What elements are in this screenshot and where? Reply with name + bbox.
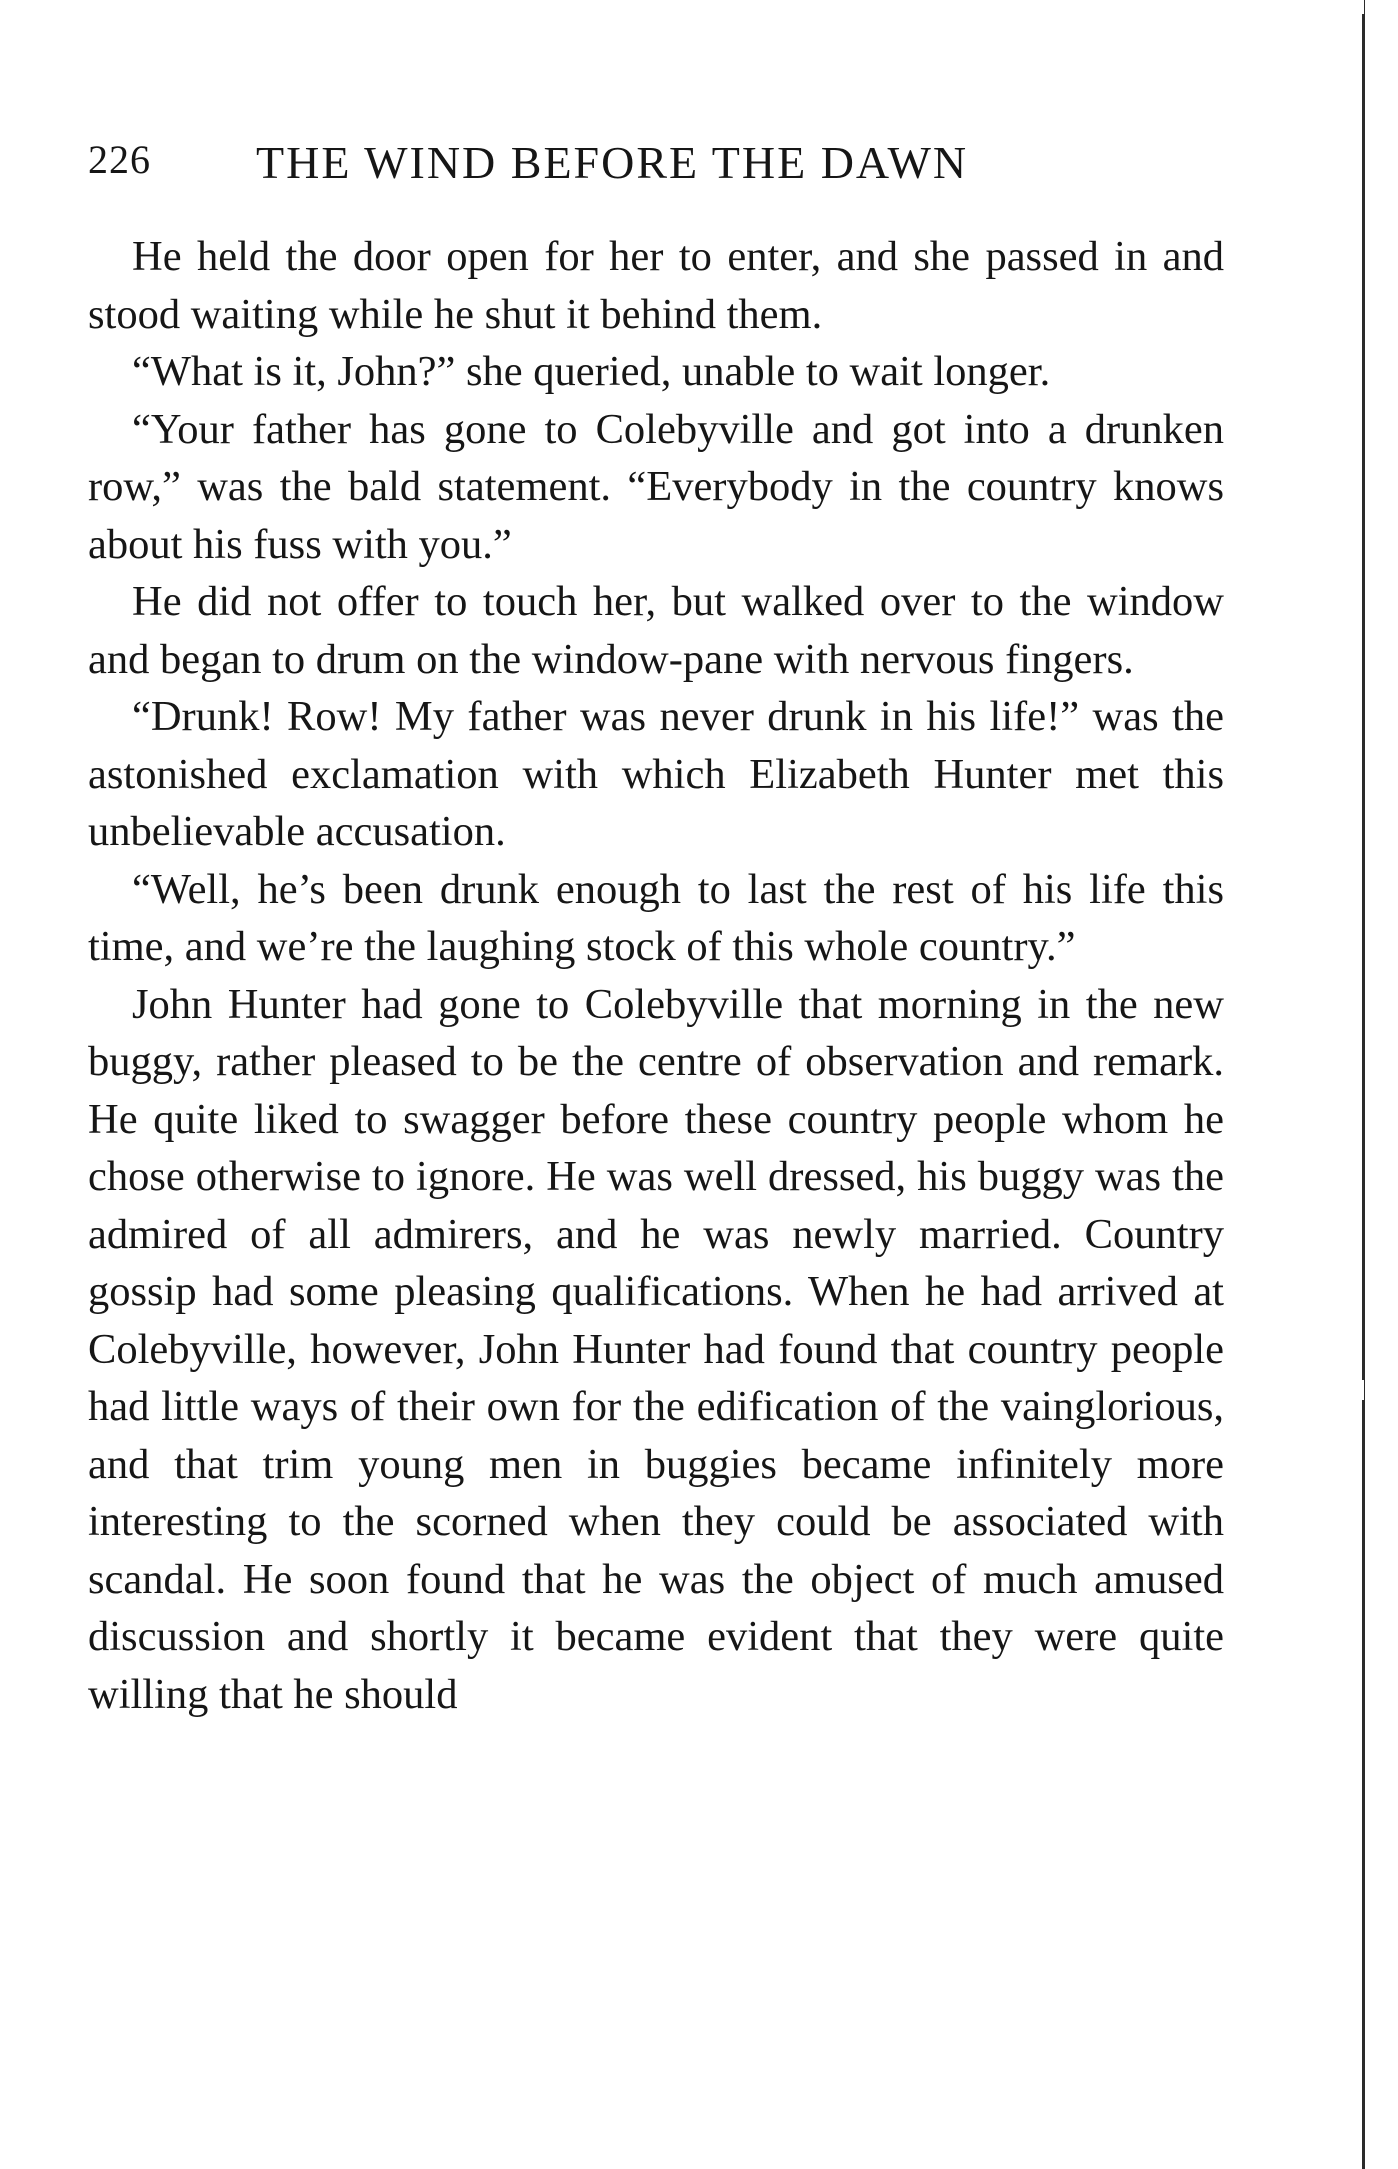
- paragraph: “Well, he’s been drunk enough to last the rest of his life this time, and we’re the laughing stock of this whole country.”: [88, 865, 1224, 970]
- page-edge-gap: [1358, 0, 1364, 14]
- paragraph: “What is it, John?” she queried, unable to wait longer.: [132, 348, 1051, 395]
- page-edge-gap: [1358, 1380, 1364, 1400]
- running-title: THE WIND BEFORE THE DAWN: [256, 137, 969, 188]
- paragraph: He held the door open for her to enter, and she passed in and stood waiting while he shut it behind them.: [88, 233, 1224, 338]
- body-text: [88, 228, 1224, 1723]
- paragraph: “Drunk! Row! My father was never drunk in his life!” was the astonished exclamation with which Elizabeth Hunter met this unbelievable accusation.: [88, 693, 1224, 855]
- paragraph: John Hunter had gone to Colebyville that morning in the new buggy, rather pleased to be the centre of observation and remark. He quite liked to swagger before these country people whom he chose otherwise to ignore. He was well dressed, his buggy was the admired of all admirers, and he was newly married. Country gossip had some pleasing qualifications. When he had arrived at Colebyville, however, John Hunter had found that country people had little ways of their own for the edification of the vainglorious, and that trim young men in buggies became infinitely more interesting to the scorned when they could be associated with scandal. He soon found that he was the object of much amused discussion and shortly it became evident that they were quite willing that he should: [88, 980, 1224, 1718]
- page-edge-line: [1362, 0, 1365, 2169]
- page-number: 226: [88, 137, 151, 182]
- paragraph: He did not offer to touch her, but walked over to the window and began to drum on the window-pane with nervous fingers.: [88, 578, 1224, 683]
- page-header: [88, 136, 1228, 196]
- paragraph: “Your father has gone to Colebyville and got into a drunken row,” was the bald statement. “Everybody in the country knows about his fuss with you.”: [88, 405, 1224, 568]
